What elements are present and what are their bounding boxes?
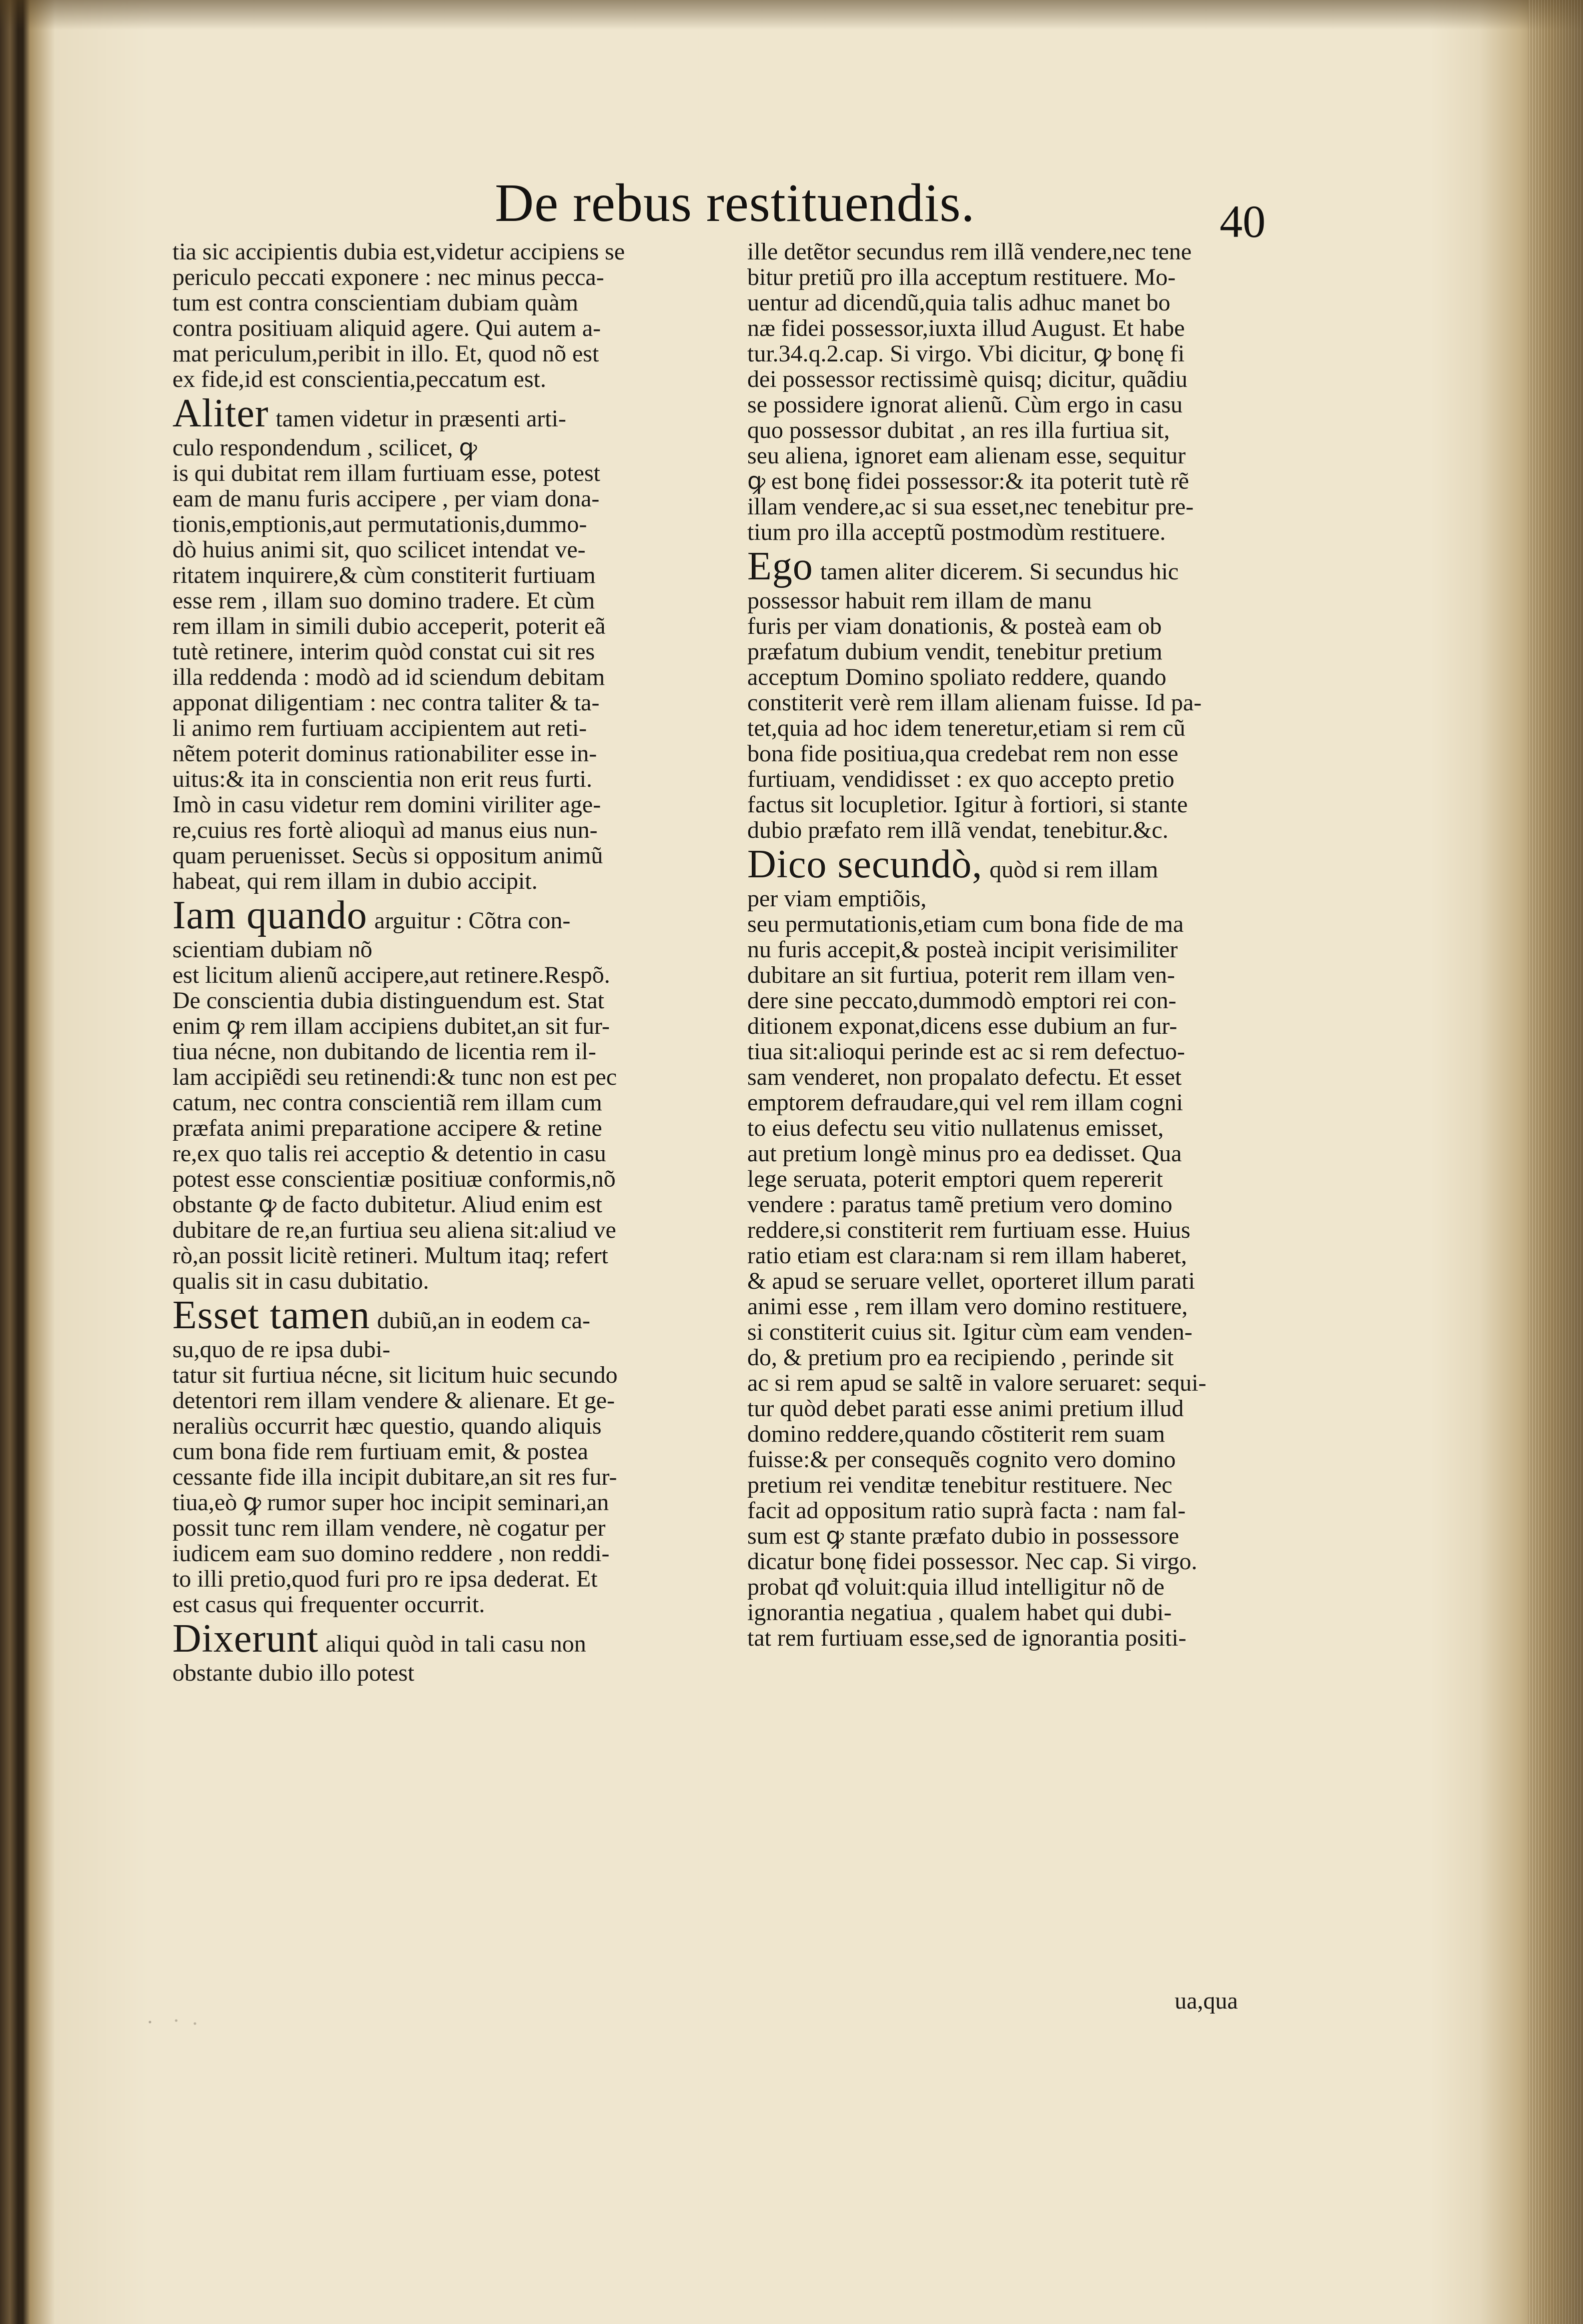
text-line: tur.34.q.2.cap. Si virgo. Vbi dicitur, ꝙ bonę fi	[747, 341, 1185, 366]
text-line: tionis,emptionis,aut permutationis,dummo-	[172, 511, 587, 537]
text-line: præfata animi preparatione accipere & retine	[172, 1115, 602, 1141]
text-line: furis per viam donationis, & posteà eam ob	[747, 613, 1162, 639]
text-line: su,quo de re ipsa dubi-	[172, 1337, 390, 1362]
text-line: uitus:& ita in conscientia non erit reus furti.	[172, 766, 592, 792]
text-line: per viam emptiõis,	[747, 886, 927, 911]
paragraph-first-line-text: quòd si rem illam	[989, 856, 1158, 883]
text-line: bona fide positiua,qua credebat rem non esse	[747, 741, 1179, 766]
text-line: li animo rem furtiuam accipientem aut reti-	[172, 715, 587, 741]
text-line: pretium rei venditæ tenebitur restituere. Nec	[747, 1472, 1173, 1498]
page-top-shadow	[0, 0, 1583, 30]
text-line: obstante ꝙ de facto dubitetur. Aliud enim est	[172, 1192, 602, 1217]
text-line: tiua nécne, non dubitando de licentia rem il-	[172, 1039, 596, 1064]
text-line: quam peruenisset. Secùs si oppositum animũ	[172, 843, 603, 868]
text-line: potest esse conscientiæ positiuæ conformis,nõ	[172, 1166, 616, 1192]
text-line: seu permutationis,etiam cum bona fide de ma	[747, 911, 1184, 937]
text-line: tium pro illa acceptũ postmodùm restituere.	[747, 519, 1166, 545]
paragraph-opening-line	[747, 545, 1257, 588]
text-line: emptorem defraudare,qui vel rem illam cogni	[747, 1090, 1183, 1115]
paragraph-opening-line	[172, 392, 682, 435]
text-line: dere sine peccato,dummodò emptori rei con-	[747, 988, 1177, 1013]
text-line: culo respondendum , scilicet, ꝙ	[172, 435, 477, 460]
paragraph-opening-line	[172, 1294, 682, 1337]
text-line: se possidere ignorat alienũ. Cùm ergo in casu	[747, 392, 1183, 417]
text-line: contra positiuam aliquid agere. Qui autem a-	[172, 315, 601, 341]
text-line: esse rem , illam suo domino tradere. Et cùm	[172, 588, 595, 613]
text-line: is qui dubitat rem illam furtiuam esse, potest	[172, 460, 600, 486]
text-line: scientiam dubiam nõ	[172, 937, 372, 962]
text-line: nu furis accepit,& posteà incipit verisimiliter	[747, 937, 1178, 962]
text-line: animi esse , rem illam vero domino restituere,	[747, 1294, 1188, 1319]
text-line: aut pretium longè minus pro ea dedisset. Qua	[747, 1141, 1182, 1166]
left-text-column	[172, 239, 682, 2019]
text-line: lam accipiẽdi seu retinendi:& tunc non est pec	[172, 1064, 617, 1090]
text-line: ac si rem apud se saltẽ in valore seruaret: sequi-	[747, 1370, 1207, 1396]
text-line: re,cuius res fortè alioquì ad manus eius nun-	[172, 817, 598, 843]
text-line: eam de manu furis accipere , per viam dona-	[172, 486, 600, 511]
text-line: sum est ꝙ stante præfato dubio in possessore	[747, 1523, 1179, 1549]
text-line: tet,quia ad hoc idem teneretur,etiam si rem cũ	[747, 715, 1186, 741]
text-line: bitur pretiũ pro illa acceptum restituere. Mo-	[747, 264, 1176, 290]
text-line: tur quòd debet parati esse animi pretium illud	[747, 1396, 1184, 1421]
text-line: cum bona fide rem furtiuam emit, & postea	[172, 1439, 588, 1464]
text-line: to eius defectu seu vitio nullatenus emisset,	[747, 1115, 1164, 1141]
text-line: ꝙ est bonę fidei possessor:& ita poterit tutè rẽ	[747, 468, 1189, 494]
text-line: re,ex quo talis rei acceptio & detentio in casu	[172, 1141, 606, 1166]
paper-speck	[135, 2015, 210, 2030]
text-line: iudicem eam suo domino reddere , non reddi-	[172, 1541, 610, 1566]
text-line: tia sic accipientis dubia est,videtur accipiens se	[172, 239, 625, 264]
paragraph-opening-line	[747, 843, 1257, 886]
text-line: reddere,si constiterit rem furtiuam esse. Huius	[747, 1217, 1191, 1243]
text-line: enim ꝙ rem illam accipiens dubitet,an sit fur-	[172, 1013, 610, 1039]
paragraph-first-line-text: tamen videtur in præsenti arti-	[275, 405, 566, 432]
paragraph-first-line-text: arguitur : Cõtra con-	[374, 907, 571, 934]
text-line: dò huius animi sit, quo scilicet intendat ve-	[172, 537, 586, 562]
text-line: mat periculum,peribit in illo. Et, quod nõ est	[172, 341, 599, 366]
text-line: tatur sit furtiua nécne, sit licitum huic secundo	[172, 1362, 618, 1388]
text-line: neraliùs occurrit hæc questio, quando aliquis	[172, 1413, 602, 1439]
text-line: tutè retinere, interim quòd constat cui sit res	[172, 639, 595, 664]
paragraph-initial-words: Esset tamen	[172, 1294, 370, 1337]
text-line: constiterit verè rem illam alienam fuisse. Id pa-	[747, 690, 1202, 715]
paragraph-first-line-text: tamen aliter dicerem. Si secundus hic	[820, 558, 1179, 585]
text-line: est casus qui frequenter occurrit.	[172, 1592, 485, 1617]
text-line: tat rem furtiuam esse,sed de ignorantia positi-	[747, 1625, 1187, 1651]
folio-number: 40	[1220, 196, 1266, 247]
text-line: to illi pretio,quod furi pro re ipsa dederat. Et	[172, 1566, 598, 1592]
text-line: illa reddenda : modò ad id sciendum debitam	[172, 664, 605, 690]
text-line: næ fidei possessor,iuxta illud August. Et habe	[747, 315, 1185, 341]
text-line: quo possessor dubitat , an res illa furtiua sit,	[747, 417, 1170, 443]
paragraph-initial-words: Dico secundò,	[747, 843, 983, 886]
text-line: dicatur bonę fidei possessor. Nec cap. Si virgo.	[747, 1549, 1198, 1574]
paragraph-first-line-text: dubiũ,an in eodem ca-	[377, 1307, 590, 1334]
text-line: do, & pretium pro ea recipiendo , perinde sit	[747, 1345, 1174, 1370]
catchword: ua,qua	[1175, 1988, 1238, 2014]
text-line: ex fide,id est conscientia,peccatum est.	[172, 366, 546, 392]
text-line: ritatem inquirere,& cùm constiterit furtiuam	[172, 562, 596, 588]
text-line: lege seruata, poterit emptori quem repererit	[747, 1166, 1163, 1192]
paragraph-initial-words: Ego	[747, 545, 813, 588]
text-line: ratio etiam est clara:nam si rem illam haberet,	[747, 1243, 1187, 1268]
text-line: ille detẽtor secundus rem illã vendere,nec tene	[747, 239, 1192, 264]
text-line: sam venderet, non propalato defectu. Et esset	[747, 1064, 1182, 1090]
text-line: tiua,eò ꝙ rumor super hoc incipit seminari,an	[172, 1490, 609, 1515]
text-line: De conscientia dubia distinguendum est. Stat	[172, 988, 604, 1013]
running-head: De rebus restituendis.	[495, 173, 975, 233]
text-line: rò,an possit licitè retineri. Multum itaq; refert	[172, 1243, 608, 1268]
text-line: ditionem exponat,dicens esse dubium an fur-	[747, 1013, 1178, 1039]
text-line: tiua sit:alioqui perinde est ac si rem defectuo-	[747, 1039, 1185, 1064]
text-line: seu aliena, ignoret eam alienam esse, sequitur	[747, 443, 1186, 468]
text-line: uentur ad dicendũ,quia talis adhuc manet bo	[747, 290, 1171, 315]
text-line: factus sit locupletior. Igitur à fortiori, si stante	[747, 792, 1188, 817]
paragraph-initial-words: Aliter	[172, 392, 269, 435]
text-line: fuisse:& per consequẽs cognito vero domino	[747, 1447, 1176, 1472]
text-line: obstante dubio illo potest	[172, 1660, 414, 1686]
text-line: & apud se seruare vellet, oporteret illum parati	[747, 1268, 1195, 1294]
text-line: rem illam in simili dubio acceperit, poterit eã	[172, 613, 606, 639]
paragraph-initial-words: Iam quando	[172, 894, 367, 937]
text-line: dubitare de re,an furtiua seu aliena sit:aliud ve	[172, 1217, 616, 1243]
text-line: cessante fide illa incipit dubitare,an sit res fur-	[172, 1464, 617, 1490]
text-line: est licitum alienũ accipere,aut retinere.Respõ.	[172, 962, 610, 988]
paragraph-first-line-text: aliqui quòd in tali casu non	[325, 1631, 586, 1657]
paragraph-initial-words: Dixerunt	[172, 1617, 319, 1660]
text-line: probat qđ voluit:quia illud intelligitur nõ de	[747, 1574, 1165, 1600]
text-line: dei possessor rectissimè quisq; dicitur, quãdiu	[747, 366, 1188, 392]
text-line: possit tunc rem illam vendere, nè cogatur per	[172, 1515, 606, 1541]
text-line: furtiuam, vendidisset : ex quo accepto pretio	[747, 766, 1175, 792]
text-line: præfatum dubium vendit, tenebitur pretium	[747, 639, 1163, 664]
text-line: acceptum Domino spoliato reddere, quando	[747, 664, 1167, 690]
text-line: facit ad oppositum ratio suprà facta : nam fal-	[747, 1498, 1186, 1523]
paragraph-opening-line	[172, 894, 682, 937]
text-line: ignorantia negatiua , qualem habet qui dubi-	[747, 1600, 1172, 1625]
text-line: vendere : paratus tamẽ pretium vero domino	[747, 1192, 1173, 1217]
text-line: apponat diligentiam : nec contra taliter & ta-	[172, 690, 600, 715]
text-line: si constiterit cuius sit. Igitur cùm eam venden-	[747, 1319, 1193, 1345]
text-line: dubio præfato rem illã vendat, tenebitur.&c.	[747, 817, 1169, 843]
text-line: habeat, qui rem illam in dubio accipit.	[172, 868, 538, 894]
page-fore-edge	[1528, 0, 1583, 2324]
text-line: catum, nec contra conscientiã rem illam cum	[172, 1090, 602, 1115]
text-line: domino reddere,quando cõstiterit rem suam	[747, 1421, 1165, 1447]
text-line: nẽtem poterit dominus rationabiliter esse in-	[172, 741, 597, 766]
text-line: periculo peccati exponere : nec minus pecca-	[172, 264, 604, 290]
text-line: tum est contra conscientiam dubiam quàm	[172, 290, 578, 315]
text-line: qualis sit in casu dubitatio.	[172, 1268, 429, 1294]
text-line: possessor habuit rem illam de manu	[747, 588, 1092, 613]
text-line: illam vendere,ac si sua esset,nec tenebitur pre-	[747, 494, 1194, 519]
text-line: dubitare an sit furtiua, poterit rem illam ven-	[747, 962, 1175, 988]
text-line: detentori rem illam vendere & alienare. Et ge-	[172, 1388, 615, 1413]
right-text-column	[747, 239, 1257, 2019]
paragraph-opening-line	[172, 1617, 682, 1660]
text-line: Imò in casu videtur rem domini viriliter age-	[172, 792, 601, 817]
